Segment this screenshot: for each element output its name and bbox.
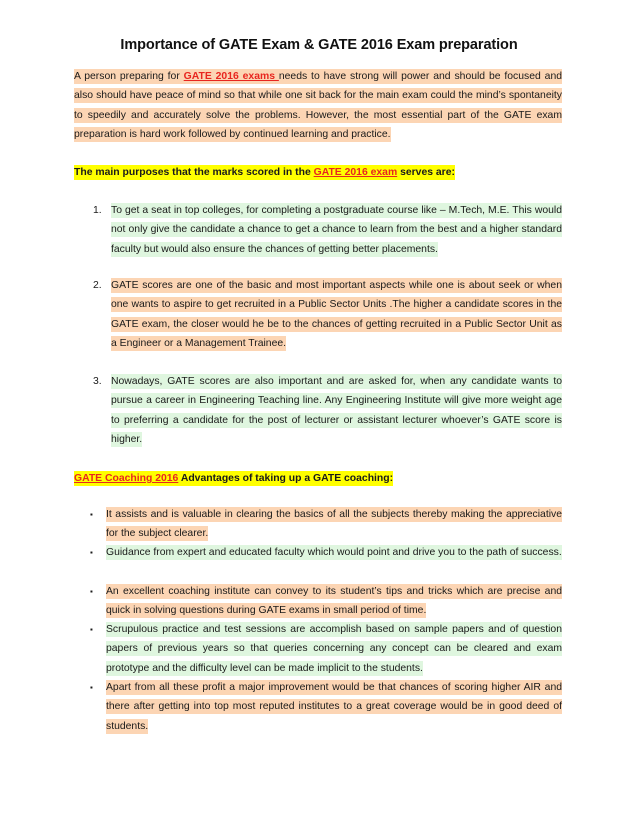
list-item-text: It assists and is valuable in clearing the basics of all the subjects thereby making the appreciative for the subject clearer. [106, 509, 562, 540]
list-item [106, 678, 562, 736]
list-number: 1. [93, 205, 102, 216]
page-title: Importance of GATE Exam & GATE 2016 Exam preparation [120, 37, 518, 53]
intro-text-rest: needs to have strong will power and should be focused and also should have peace of mind so that while one sit back for the main exam could the mind’s spontaneity to speedily and accurately solve the problems. However, the most essential part of the GATE exam preparation is hard work followed by continued learning and practice. [74, 71, 563, 140]
bullet-icon: ▪ [90, 587, 93, 596]
list-item [111, 276, 562, 353]
list-item [111, 372, 562, 449]
list-item [111, 201, 562, 259]
purposes-heading [74, 163, 455, 182]
coaching-heading [74, 469, 393, 488]
bullet-icon: ▪ [90, 683, 93, 692]
gate-coaching-2016-link[interactable]: GATE Coaching 2016 [74, 473, 179, 484]
list-item-text: Apart from all these profit a major improvement would be that chances of scoring higher AIR and there after getting into top most reputed institutes to a great coverage would be in good deed of students. [106, 682, 562, 732]
gate-2016-exam-link[interactable]: GATE 2016 exam [313, 167, 398, 178]
list-number: 3. [93, 376, 102, 387]
bullet-icon: ▪ [90, 625, 93, 634]
bullet-icon: ▪ [90, 510, 93, 519]
gate-2016-exams-link[interactable]: GATE 2016 exams [183, 71, 279, 82]
intro-paragraph [74, 67, 562, 144]
intro-text-start: A person preparing for [74, 71, 184, 82]
list-item-text: GATE scores are one of the basic and most important aspects while one is about seek or when one wants to aspire to get recruited in a Public Sector Units .The higher a candidate scores in the GATE exam, the closer would he be to the chances of getting recruited in a Public Sector Unit as a Engineer or a Management Trainee. [111, 280, 562, 349]
list-item-text: Scrupulous practice and test sessions are accomplish based on sample papers and of question papers of previous years so that queries concerning any concept can be cleared and exam prototype and the difficulty level can be made implicit to the students. [106, 624, 562, 674]
list-item-text: An excellent coaching institute can convey to its student’s tips and tricks which are precise and quick in solving questions during GATE exams in small period of time. [106, 586, 562, 617]
list-number: 2. [93, 280, 102, 291]
coaching-heading-text: Advantages of taking up a GATE coaching: [178, 473, 394, 484]
list-item-text: Guidance from expert and educated faculty which would point and drive you to the path of success. [106, 547, 562, 558]
list-item-text: To get a seat in top colleges, for completing a postgraduate course like – M.Tech, M.E. This would not only give the candidate a chance to get a chance to learn from the best and a higher standard faculty but would also ensure the chances of getting better placements. [111, 205, 562, 255]
bullet-icon: ▪ [90, 548, 93, 557]
purposes-heading-text: The main purposes that the marks scored in the [74, 167, 314, 178]
list-item-text: Nowadays, GATE scores are also important and are asked for, when any candidate wants to pursue a career in Engineering Teaching line. Any Engineering Institute will give more weight age to preferring a candidate for the post of lecturer or assistant lecturer whoever’s GATE score is higher. [111, 376, 562, 445]
list-item [106, 620, 562, 678]
list-item [106, 582, 562, 621]
list-item [106, 505, 562, 544]
list-item [106, 543, 562, 562]
purposes-heading-suffix: serves are: [397, 167, 455, 178]
